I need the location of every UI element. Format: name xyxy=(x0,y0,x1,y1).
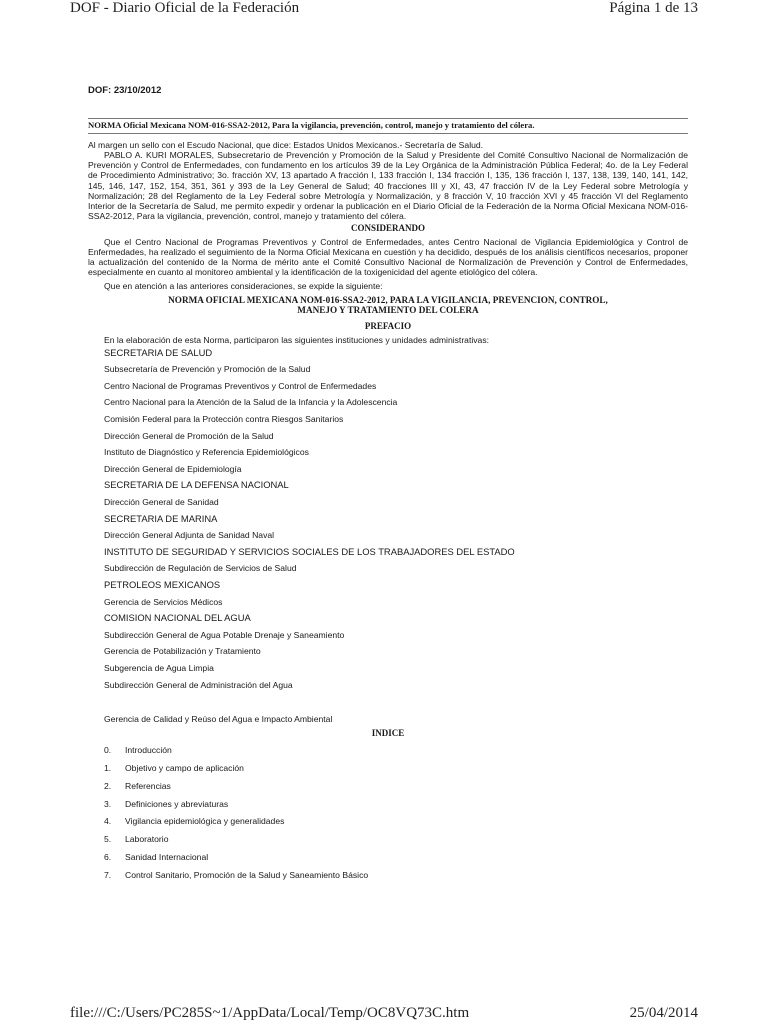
browser-print-footer xyxy=(0,1004,768,1024)
institution-item: Gerencia de Servicios Médicos xyxy=(104,596,223,607)
prefacio-heading: PREFACIO xyxy=(364,320,412,331)
index-number: 2. xyxy=(104,780,112,791)
institution-item: PETROLEOS MEXICANOS xyxy=(104,579,221,590)
institution-item: SECRETARIA DE SALUD xyxy=(104,346,213,358)
institution-item: COMISION NACIONAL DEL AGUA xyxy=(104,612,251,624)
index-row xyxy=(104,849,688,867)
institution-item: Dirección General de Promoción de la Salud xyxy=(104,430,274,441)
norm-title-link[interactable]: NORMA Oficial Mexicana NOM-016-SSA2-2012, Para la vigilancia, prevención, control, manejo y tratamiento del cólera. xyxy=(88,118,688,134)
paragraph-signatory: PABLO A. KURI MORALES, Subsecretario de Prevención y Promoción de la Salud y Presidente del Comité Consultivo Nacional de Normalización de Prevención y Control de Enfermedades, con fundamento en los artículos 39 de la Ley Orgánica de la Administración Pública Federal; 4o. de la Ley Federal de Procedimiento Administrativo; 3o. fracción XV, 13 apartado A fracción I, 133 fracción I, 134 fracción I, 135, 136 fracción I, 137, 138, 139, 140, 141, 142, 145, 146, 147, 152, 154, 351, 361 y 393 de la Ley General de Salud; 40 fracciones III y XI, 43, 47 fracción IV de la Ley Federal sobre Metrología y Normalización; 28 del Reglamento de la Ley Federal sobre Metrología y Normalización, y 8 fracción V, 10 fracción XVI y 45 fracción VI del Reglamento Interior de la Secretaría de Salud, me permito expedir y ordenar la publicación en el Diario Oficial de la Federación de la Norma Oficial Mexicana NOM-016-SSA2-2012, Para la vigilancia, prevención, control, manejo y tratamiento del cólera. xyxy=(88,150,688,221)
prefacio-intro: En la elaboración de esta Norma, participaron las siguientes instituciones y unidades administrativas: xyxy=(104,334,490,345)
margin-note: Al margen un sello con el Escudo Nacional, que dice: Estados Unidos Mexicanos.- Secretaría de Salud. xyxy=(88,140,484,151)
institutions-list xyxy=(104,345,688,693)
paragraph-considerando: Que el Centro Nacional de Programas Preventivos y Control de Enfermedades, antes Centro Nacional de Vigilancia Epidemiológica y Control de Enfermedades, ha realizado el seguimiento de la Norma Oficial Mexicana en cuestión y ha decidido, después de los análisis científicos necesarios, proponer la actualización del contenido de la Norma de mérito ante el Comité Consultivo Nacional de Normalización de Prevención y Control de Enfermedades, especialmente en cuanto al monitoreo ambiental y la identificación de la toxigenicidad del agente etiológico del cólera. xyxy=(88,237,688,278)
institution-item: Subgerencia de Agua Limpia xyxy=(104,662,214,673)
institution-item: Subsecretaría de Prevención y Promoción de la Salud xyxy=(104,364,311,375)
index-number: 5. xyxy=(104,834,112,845)
institution-item: Dirección General Adjunta de Sanidad Naval xyxy=(104,530,275,541)
institution-item: Subdirección General de Agua Potable Drenaje y Saneamiento xyxy=(104,629,345,640)
list-spacer xyxy=(88,693,688,711)
institutions-list-tail xyxy=(104,711,688,728)
index-list xyxy=(104,742,688,885)
institution-item: Subdirección de Regulación de Servicios de Salud xyxy=(104,563,297,574)
index-number: 0. xyxy=(104,744,112,755)
browser-print-header xyxy=(0,0,768,22)
index-number: 1. xyxy=(104,762,112,773)
index-row xyxy=(104,867,688,885)
index-number: 6. xyxy=(104,852,112,863)
publication-date: DOF: 23/10/2012 xyxy=(88,85,162,96)
paragraph-expide: Que en atención a las anteriores consideraciones, se expide la siguiente: xyxy=(104,281,383,292)
index-number: 7. xyxy=(104,870,112,881)
index-label: Objetivo y campo de aplicación xyxy=(125,762,244,773)
norm-main-title-line-1: NORMA OFICIAL MEXICANA NOM-016-SSA2-2012, PARA LA VIGILANCIA, PREVENCION, CONTROL, xyxy=(168,294,608,305)
index-number: 3. xyxy=(104,798,112,809)
institution-item: Subdirección General de Administración del Agua xyxy=(104,679,293,690)
page-header-title: DOF - Diario Oficial de la Federación xyxy=(70,0,300,16)
index-row xyxy=(104,813,688,831)
index-row xyxy=(104,831,688,849)
index-row xyxy=(104,796,688,814)
institution-item: SECRETARIA DE LA DEFENSA NACIONAL xyxy=(104,479,289,491)
index-row xyxy=(104,742,688,760)
considerando-heading: CONSIDERANDO xyxy=(350,222,425,233)
institution-item: SECRETARIA DE MARINA xyxy=(104,512,218,524)
institution-item: Centro Nacional para la Atención de la Salud de la Infancia y la Adolescencia xyxy=(104,397,398,408)
institution-item: Centro Nacional de Programas Preventivos y Control de Enfermedades xyxy=(104,380,377,391)
norm-main-title-line-2: MANEJO Y TRATAMIENTO DEL COLERA xyxy=(297,305,479,315)
index-number: 4. xyxy=(104,816,112,827)
page-counter: Página 1 de 13 xyxy=(609,0,698,16)
file-path: file:///C:/Users/PC285S~1/AppData/Local/Temp/OC8VQ73C.htm xyxy=(70,1005,470,1021)
index-label: Laboratorio xyxy=(125,834,169,845)
index-row xyxy=(104,778,688,796)
index-label: Sanidad Internacional xyxy=(125,852,209,863)
document-body xyxy=(88,86,688,885)
institution-item: Comisión Federal para la Protección contra Riesgos Sanitarios xyxy=(104,414,344,425)
institution-item: Instituto de Diagnóstico y Referencia Epidemiológicos xyxy=(104,447,309,458)
index-row xyxy=(104,760,688,778)
institution-item: Dirección General de Sanidad xyxy=(104,497,219,508)
indice-heading: INDICE xyxy=(371,727,405,738)
index-label: Referencias xyxy=(125,780,171,791)
index-label: Definiciones y abreviaturas xyxy=(125,798,229,809)
institution-item: Gerencia de Calidad y Reúso del Agua e Impacto Ambiental xyxy=(104,714,333,725)
institution-item: Gerencia de Potabilización y Tratamiento xyxy=(104,646,261,657)
index-label: Control Sanitario, Promoción de la Salud y Saneamiento Básico xyxy=(125,870,369,881)
index-label: Vigilancia epidemiológica y generalidades xyxy=(125,816,285,827)
institution-item: INSTITUTO DE SEGURIDAD Y SERVICIOS SOCIALES DE LOS TRABAJADORES DEL ESTADO xyxy=(104,545,515,557)
institution-item: Dirección General de Epidemiología xyxy=(104,463,242,474)
index-label: Introducción xyxy=(125,744,172,755)
norm-main-title xyxy=(88,295,688,316)
print-date: 25/04/2014 xyxy=(629,1005,698,1021)
